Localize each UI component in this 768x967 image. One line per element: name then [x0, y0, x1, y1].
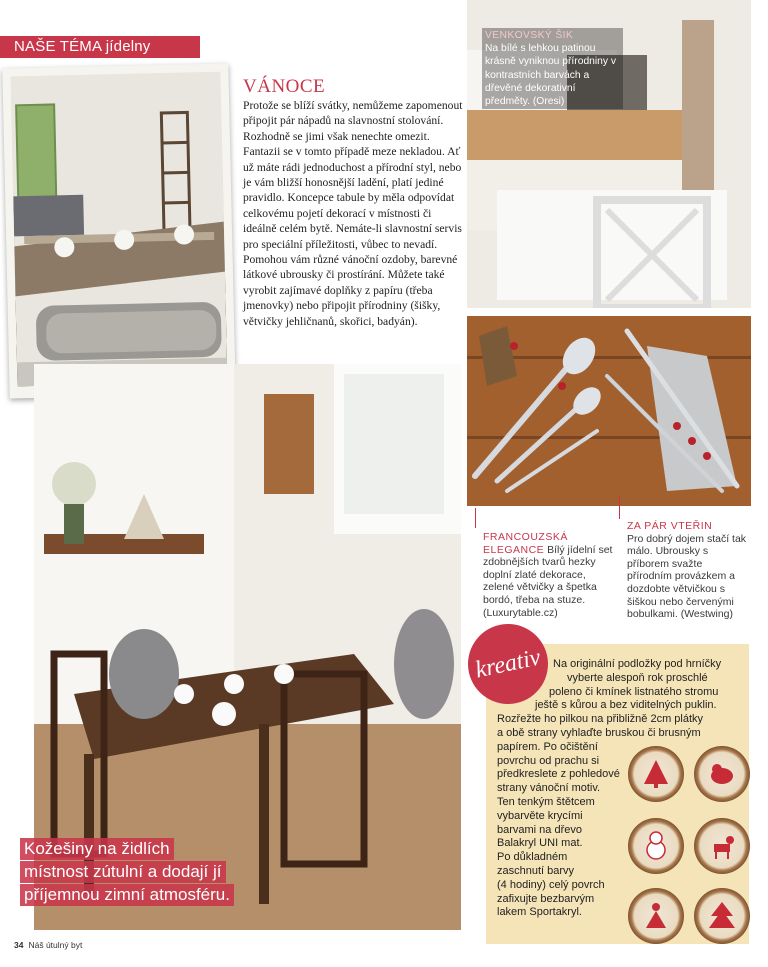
section-tag: NAŠE TÉMA jídelny [0, 36, 200, 58]
kreativ-line: papírem. Po očištění [497, 740, 598, 753]
angel-icon [642, 900, 670, 930]
photo-rustic-table [2, 63, 235, 398]
caption-heading: ZA PÁR VTEŘIN [627, 520, 713, 532]
kreativ-line: Rozřežte ho pilkou na přibližně 2cm plátky [497, 713, 704, 726]
kreativ-line: zafixujte bezbarvým [497, 892, 595, 905]
caption-heading-2: ELEGANCE [483, 543, 545, 556]
bird-icon [708, 758, 736, 788]
christmas-tree-icon [642, 758, 670, 788]
kreativ-badge: kreativ [461, 617, 556, 712]
caption-text: Pro dobrý dojem stačí tak málo. Ubrousky s příborem svažte přírodním provázkem a dozdobte větvičkou s šiškou nebo červenými bobulkami. (Westwing) [627, 532, 747, 621]
kreativ-line: Na originální podložky pod hrníčky [553, 658, 722, 670]
caption-text: Bílý jídelní set zdobnějších tvarů hezky doplní zlaté dekorace, zelené větvičky a špetka bordó, třeba na stuze. (Luxurytable.cz) [483, 543, 613, 619]
quote-line: místnost zútulní a dodají jí [20, 861, 226, 883]
kreativ-line: poleno či kmínek listnatého stromu [549, 685, 719, 698]
rustic-table-illustration [10, 72, 227, 387]
caption-divider [475, 508, 476, 528]
kreativ-line: vyberte alespoň rok proschlé [567, 671, 708, 684]
article-body: Protože se blíží svátky, nemůžeme zapomenout připojit pár nápadů na slavnostní stolování. Rozhodně se jimi však nenechte omezit. Fantazii se v tomto případě meze nekladou. Ať už máte rádi jednoduchost a přírodní styl, nebo je vám bližší honosnější ladění, platí jediné pravidlo. Koncepce tabule by měla odpovídat celkovému pojetí dekorací v místnosti či ideálně celém bytě. Nemáte-li slavnostní servis pro speciální příležitosti, vůbec to nevadí. Pomohou vám různé vánoční ozdoby, barevné látkové ubrousky či prostírání. Můžete také vyrobit zajímavé doplňky z papíru (třeba jmenovky) nebo připojit přírodniny (šišky, větvičky jehličnanů, skořici, badyán). [243, 99, 463, 328]
quote-line: příjemnou zimní atmosféru. [20, 884, 234, 906]
kreativ-line: barvami na dřevo [497, 823, 582, 836]
quote-line: Kožešiny na židlích [20, 838, 174, 860]
kreativ-line: Po důkladném [497, 851, 568, 864]
page-number: 34 [14, 940, 24, 950]
photo-cutlery [467, 316, 751, 506]
kreativ-line: Ten tenkým štětcem [497, 795, 595, 808]
kreativ-line: Balakryl UNI mat. [497, 837, 583, 850]
kreativ-line: povrchu od prachu si [497, 754, 600, 767]
caption-text: Na bílé s lehkou patinou krásně vyniknou přírodniny v kontrastních barvách a dřevěné dekorativní předměty. (Oresi) [485, 43, 617, 108]
caption-heading: FRANCOUZSKÁ [483, 531, 568, 543]
coaster-snowman [628, 818, 684, 874]
article-title: VÁNOCE [243, 76, 326, 97]
coaster-tree [628, 746, 684, 802]
coaster-tree-2 [694, 888, 750, 944]
snowman-icon [642, 830, 670, 860]
kreativ-line: předkreslete z pohledové [497, 768, 620, 781]
caption-za-par-vterin [627, 520, 749, 621]
kreativ-line: ještě s kůrou a bez viditelných puklin. [535, 699, 717, 712]
reindeer-icon [708, 830, 736, 860]
dining-quote [20, 838, 260, 907]
kreativ-line: strany vánoční motiv. [497, 782, 601, 795]
kreativ-line: a obě strany vyhlaďte bruskou či brusným [497, 726, 701, 739]
kreativ-line: (4 hodiny) celý povrch [497, 878, 605, 891]
caption-heading: VENKOVSKÝ ŠIK [485, 30, 574, 41]
caption-venkovsky-sik [482, 28, 623, 109]
page-footer [14, 940, 82, 950]
caption-divider [619, 495, 620, 519]
magazine-name: Náš útulný byt [28, 940, 83, 950]
christmas-tree-icon [708, 900, 736, 930]
coaster-bird [694, 746, 750, 802]
caption-francouzska-elegance [483, 531, 613, 619]
coaster-reindeer [694, 818, 750, 874]
kreativ-line: vybarvěte krycími [497, 809, 583, 822]
kreativ-line: lakem Sportakryl. [497, 906, 582, 919]
kreativ-line: zaschnutí barvy [497, 864, 575, 877]
coaster-angel [628, 888, 684, 944]
cutlery-illustration [467, 316, 751, 506]
